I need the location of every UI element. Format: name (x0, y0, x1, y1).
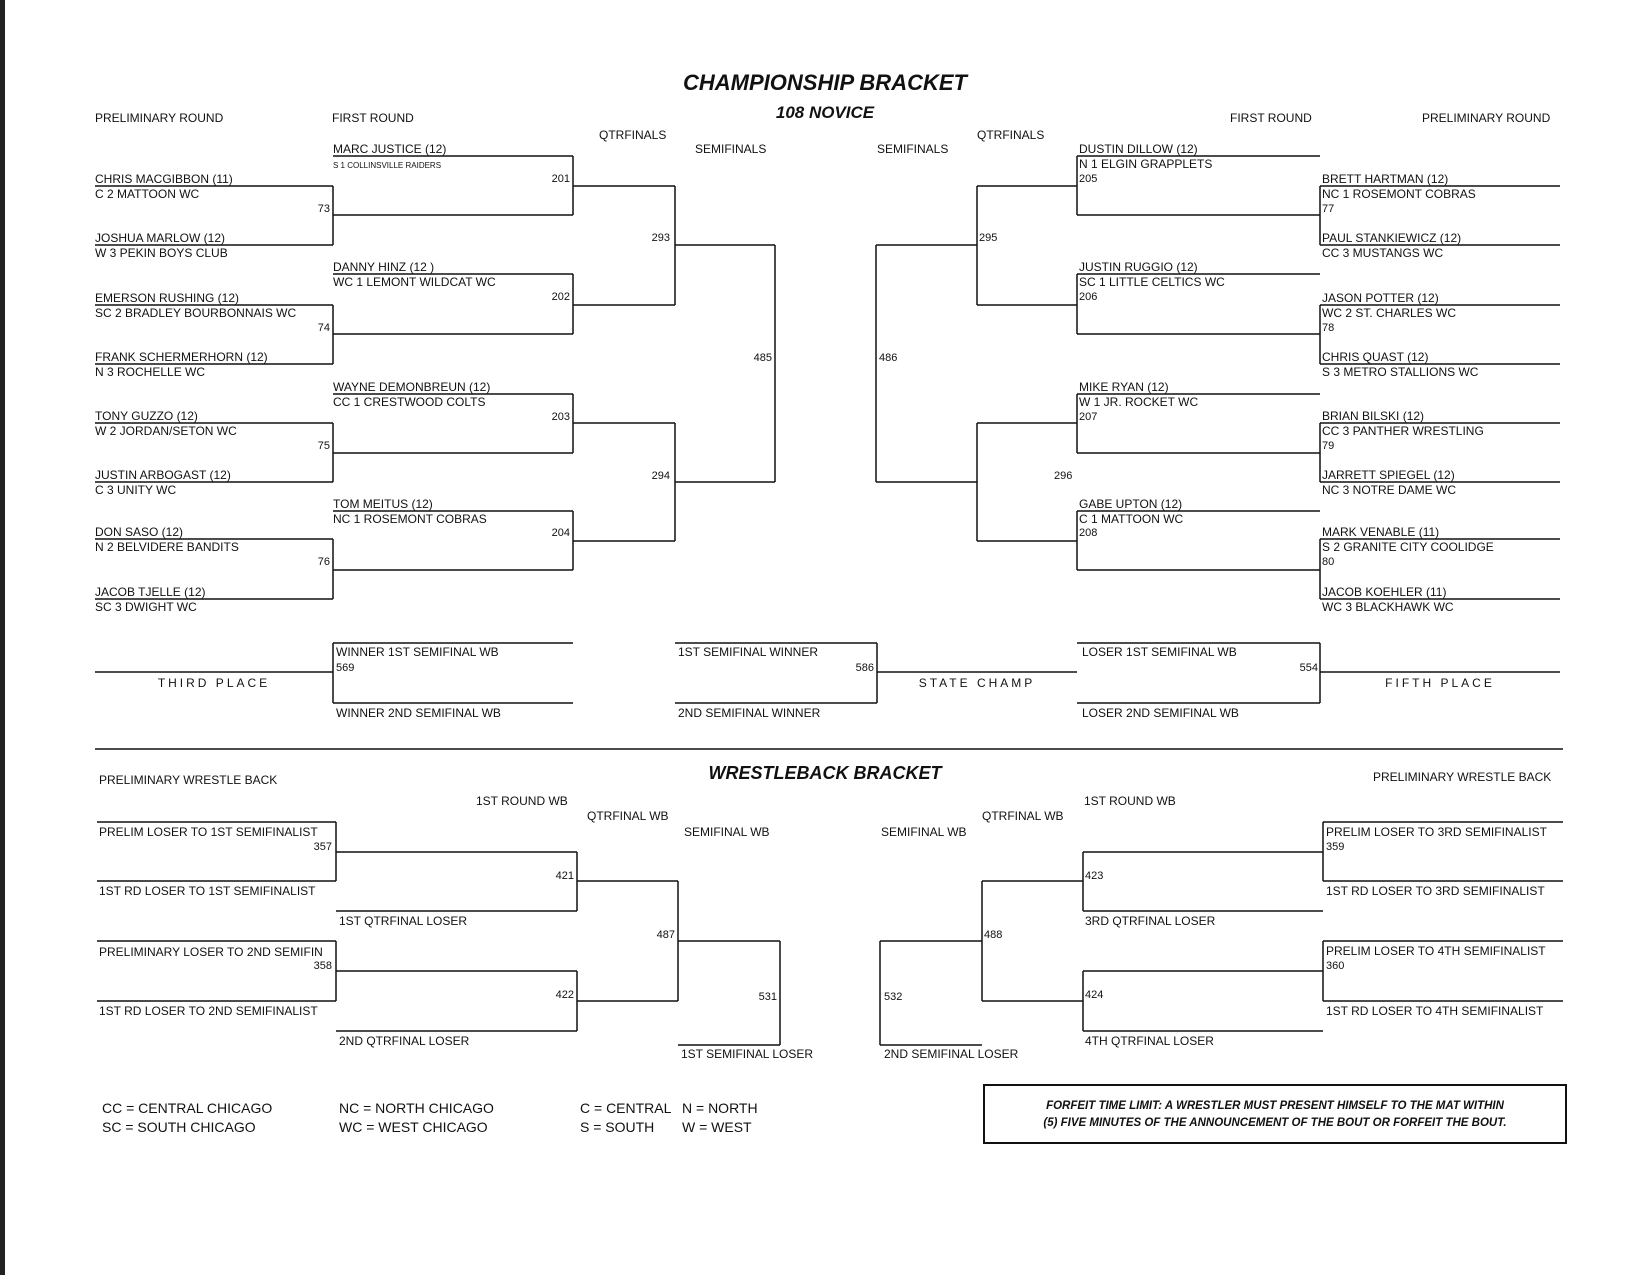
wrestler-name: JACOB KOEHLER (11) (1322, 585, 1447, 599)
bout-number: 554 (1299, 662, 1318, 674)
wrestler-team: C 1 MATTOON WC (1079, 512, 1184, 526)
wrestler-name: JACOB TJELLE (12) (95, 585, 206, 599)
wrestleback-title: WRESTLEBACK BRACKET (708, 763, 942, 783)
wrestler-team: CC 3 PANTHER WRESTLING (1322, 424, 1484, 438)
wrestler-team: WC 1 LEMONT WILDCAT WC (333, 275, 496, 289)
wb-slot: 2ND SEMIFINAL LOSER (884, 1047, 1019, 1061)
wrestler-team: W 1 JR. ROCKET WC (1079, 395, 1199, 409)
wb-header-prelim-left: PRELIMINARY WRESTLE BACK (99, 773, 278, 787)
wrestler-name: CHRIS MACGIBBON (11) (95, 172, 233, 186)
wrestler-team: S 2 GRANITE CITY COOLIDGE (1322, 540, 1494, 554)
wrestler-team: N 1 ELGIN GRAPPLETS (1079, 157, 1213, 171)
wrestler-name: DUSTIN DILLOW (12) (1079, 142, 1198, 156)
wrestler-team: S 1 COLLINSVILLE RAIDERS (333, 161, 442, 170)
bout-number: 569 (336, 662, 355, 674)
bout-number: 202 (551, 291, 570, 303)
wrestler-team: SC 2 BRADLEY BOURBONNAIS WC (95, 306, 297, 320)
bout-number: 357 (313, 841, 332, 853)
bout-number: 423 (1085, 870, 1104, 882)
wb-header-prelim-right: PRELIMINARY WRESTLE BACK (1373, 770, 1552, 784)
wb-header-semi-right: SEMIFINAL WB (881, 825, 967, 839)
header-first-left: FIRST ROUND (332, 111, 414, 125)
wb-slot: 1ST SEMIFINAL LOSER (681, 1047, 814, 1061)
wrestler-team: C 3 UNITY WC (95, 483, 177, 497)
wrestler-name: TOM MEITUS (12) (333, 497, 433, 511)
champ-top: 1ST SEMIFINAL WINNER (678, 645, 819, 659)
bout-number: 586 (855, 662, 874, 674)
wrestler-name: TONY GUZZO (12) (95, 409, 198, 423)
bout-number: 78 (1322, 322, 1335, 334)
wrestler-team: CC 1 CRESTWOOD COLTS (333, 395, 486, 409)
wrestler-name: DON SASO (12) (95, 525, 184, 539)
wb-slot: 1ST QTRFINAL LOSER (339, 914, 468, 928)
wb-slot: 4TH QTRFINAL LOSER (1085, 1034, 1214, 1048)
header-qtr-left: QTRFINALS (599, 128, 667, 142)
legend-item: C = CENTRAL (580, 1100, 672, 1116)
wrestler-name: MIKE RYAN (12) (1079, 380, 1169, 394)
wrestler-name: JARRETT SPIEGEL (12) (1322, 468, 1455, 482)
bout-number: 206 (1079, 291, 1098, 303)
bout-number: 73 (317, 203, 330, 215)
third-place-bottom: WINNER 2ND SEMIFINAL WB (336, 706, 501, 720)
wb-slot: PRELIM LOSER TO 4TH SEMIFINALIST (1326, 944, 1546, 958)
bout-number: 424 (1085, 989, 1104, 1001)
wb-slot: PRELIM LOSER TO 1ST SEMIFINALIST (99, 825, 318, 839)
bout-number: 422 (555, 989, 574, 1001)
bout-number: 532 (884, 991, 903, 1003)
bout-number: 359 (1326, 841, 1345, 853)
bout-number: 208 (1079, 527, 1098, 539)
wrestler-team: N 2 BELVIDERE BANDITS (95, 540, 239, 554)
third-place-label: THIRD PLACE (157, 676, 271, 690)
bout-number: 531 (758, 991, 777, 1003)
header-semi-right: SEMIFINALS (877, 142, 949, 156)
bout-number: 360 (1326, 960, 1345, 972)
wrestler-team: SC 3 DWIGHT WC (95, 600, 197, 614)
wb-slot: 1ST RD LOSER TO 4TH SEMIFINALIST (1326, 1004, 1544, 1018)
wrestler-team: NC 3 NOTRE DAME WC (1322, 483, 1457, 497)
wrestler-name: EMERSON RUSHING (12) (95, 291, 240, 305)
wrestler-name: JUSTIN ARBOGAST (12) (95, 468, 231, 482)
bout-number: 205 (1079, 173, 1098, 185)
bout-number: 485 (753, 352, 772, 364)
wrestler-name: MARC JUSTICE (12) (333, 142, 447, 156)
wb-header-first-left: 1ST ROUND WB (476, 794, 568, 808)
wb-slot: PRELIM LOSER TO 3RD SEMIFINALIST (1326, 825, 1547, 839)
bout-number: 203 (551, 411, 570, 423)
legend-item: CC = CENTRAL CHICAGO (102, 1100, 273, 1116)
wrestler-team: N 3 ROCHELLE WC (95, 365, 206, 379)
wb-header-qtr-left: QTRFINAL WB (587, 809, 669, 823)
wrestler-team: W 3 PEKIN BOYS CLUB (95, 246, 228, 260)
legend-item: WC = WEST CHICAGO (339, 1119, 488, 1135)
wrestler-team: WC 3 BLACKHAWK WC (1322, 600, 1454, 614)
bout-number: 207 (1079, 411, 1098, 423)
bout-number: 295 (979, 232, 998, 244)
wb-slot: 2ND QTRFINAL LOSER (339, 1034, 470, 1048)
wrestler-name: JOSHUA MARLOW (12) (95, 231, 226, 245)
wrestler-name: BRIAN BILSKI (12) (1322, 409, 1425, 423)
bout-number: 77 (1322, 203, 1335, 215)
state-champ-label: STATE CHAMP (918, 676, 1036, 690)
forfeit-notice-text (985, 1098, 1565, 1132)
bout-number: 296 (1054, 470, 1073, 482)
wrestler-name: DANNY HINZ (12 ) (333, 260, 435, 274)
header-semi-left: SEMIFINALS (695, 142, 767, 156)
wrestler-name: GABE UPTON (12) (1079, 497, 1183, 511)
forfeit-notice-box (983, 1084, 1567, 1144)
fifth-place-bottom: LOSER 2ND SEMIFINAL WB (1082, 706, 1239, 720)
bout-number: 358 (313, 960, 332, 972)
wrestler-team: W 2 JORDAN/SETON WC (95, 424, 237, 438)
header-first-right: FIRST ROUND (1230, 111, 1312, 125)
legend-item: NC = NORTH CHICAGO (339, 1100, 494, 1116)
header-qtr-right: QTRFINALS (977, 128, 1045, 142)
wb-slot: 3RD QTRFINAL LOSER (1085, 914, 1216, 928)
bout-number: 76 (317, 556, 330, 568)
bout-number: 487 (656, 929, 675, 941)
wrestler-team: S 3 METRO STALLIONS WC (1322, 365, 1479, 379)
legend-item: N = NORTH (682, 1100, 758, 1116)
bout-number: 79 (1322, 440, 1335, 452)
bout-number: 294 (651, 470, 670, 482)
weight-class: 108 NOVICE (775, 103, 875, 122)
bout-number: 488 (984, 929, 1003, 941)
wrestler-team: SC 1 LITTLE CELTICS WC (1079, 275, 1225, 289)
wrestler-name: FRANK SCHERMERHORN (12) (95, 350, 268, 364)
wrestler-team: WC 2 ST. CHARLES WC (1322, 306, 1457, 320)
bout-number: 204 (551, 527, 570, 539)
wb-slot: 1ST RD LOSER TO 1ST SEMIFINALIST (99, 884, 316, 898)
champ-bottom: 2ND SEMIFINAL WINNER (678, 706, 821, 720)
forfeit-line-1: FORFEIT TIME LIMIT: A WRESTLER MUST PRESENT HIMSELF TO THE MAT WITHIN (1046, 1100, 1504, 1112)
bout-number: 421 (555, 870, 574, 882)
legend-item: SC = SOUTH CHICAGO (102, 1119, 256, 1135)
header-prelim-left: PRELIMINARY ROUND (95, 111, 224, 125)
wb-header-semi-left: SEMIFINAL WB (684, 825, 770, 839)
legend-item: S = SOUTH (580, 1119, 655, 1135)
bout-number: 75 (317, 440, 330, 452)
wrestler-name: BRETT HARTMAN (12) (1322, 172, 1449, 186)
bout-number: 80 (1322, 556, 1335, 568)
wrestler-name: JASON POTTER (12) (1322, 291, 1439, 305)
forfeit-line-2: (5) FIVE MINUTES OF THE ANNOUNCEMENT OF THE BOUT OR FORFEIT THE BOUT. (1043, 1117, 1507, 1129)
bout-number: 293 (651, 232, 670, 244)
bout-number: 201 (551, 173, 570, 185)
wrestler-team: C 2 MATTOON WC (95, 187, 200, 201)
bout-number: 74 (317, 322, 330, 334)
header-prelim-right: PRELIMINARY ROUND (1422, 111, 1551, 125)
wrestler-team: CC 3 MUSTANGS WC (1322, 246, 1444, 260)
wrestler-team: NC 1 ROSEMONT COBRAS (1322, 187, 1476, 201)
wb-header-first-right: 1ST ROUND WB (1084, 794, 1176, 808)
wrestler-name: JUSTIN RUGGIO (12) (1079, 260, 1198, 274)
wb-slot: 1ST RD LOSER TO 3RD SEMIFINALIST (1326, 884, 1545, 898)
wrestler-name: PAUL STANKIEWICZ (12) (1322, 231, 1462, 245)
bout-number: 486 (879, 352, 898, 364)
wb-slot: 1ST RD LOSER TO 2ND SEMIFINALIST (99, 1004, 318, 1018)
wrestler-name: MARK VENABLE (11) (1322, 525, 1440, 539)
fifth-place-label: FIFTH PLACE (1385, 676, 1495, 690)
wb-header-qtr-right: QTRFINAL WB (982, 809, 1064, 823)
third-place-top: WINNER 1ST SEMIFINAL WB (336, 645, 499, 659)
legend-item: W = WEST (682, 1119, 752, 1135)
fifth-place-top: LOSER 1ST SEMIFINAL WB (1082, 645, 1237, 659)
wb-slot: PRELIMINARY LOSER TO 2ND SEMIFIN (99, 945, 323, 959)
page-title: CHAMPIONSHIP BRACKET (683, 70, 967, 95)
wrestler-name: WAYNE DEMONBREUN (12) (333, 380, 491, 394)
wrestler-name: CHRIS QUAST (12) (1322, 350, 1429, 364)
wrestler-team: NC 1 ROSEMONT COBRAS (333, 512, 487, 526)
